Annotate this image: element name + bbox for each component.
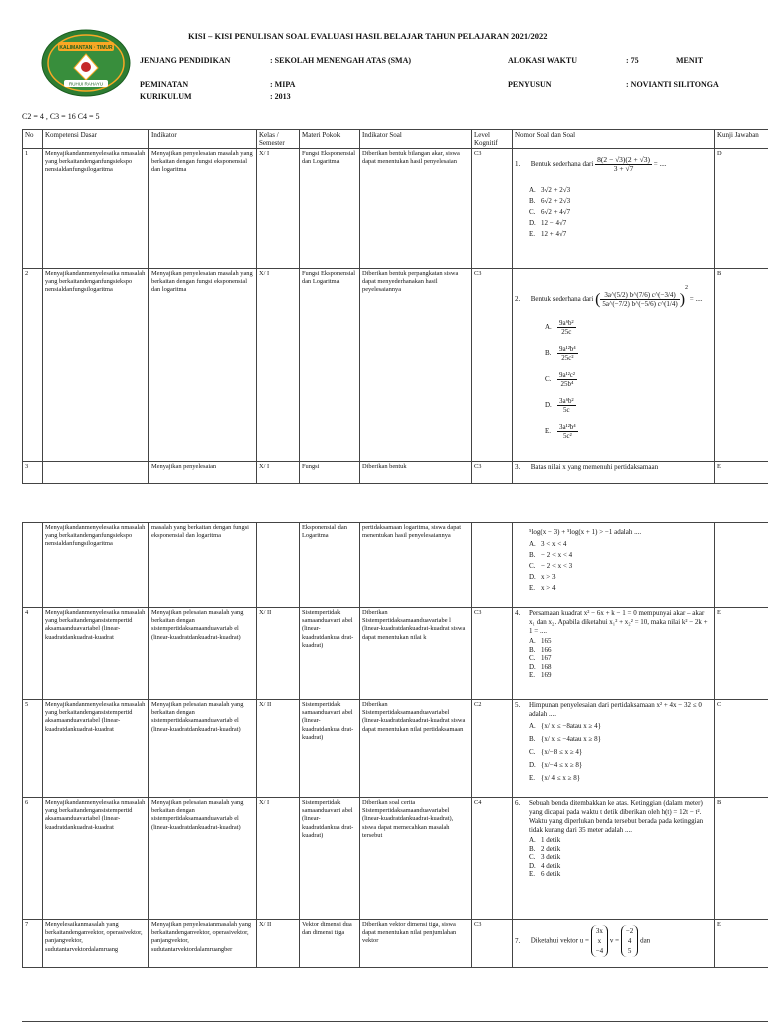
vector-u <box>591 925 608 957</box>
option-text: x > 3 <box>541 573 556 581</box>
question-number: 3. <box>515 463 521 471</box>
row-kelas: X/ I <box>257 149 300 269</box>
option-letter: C. <box>545 374 552 383</box>
row-kelas: X/ II <box>257 608 300 700</box>
question-number: 4. <box>515 609 521 617</box>
row-no: 4 <box>23 608 43 700</box>
option-fraction <box>557 345 578 362</box>
option-text: 12 + 4√7 <box>541 230 567 238</box>
question-stem <box>515 799 712 835</box>
row-kunci: E <box>715 608 768 700</box>
col-header-kd: Kompetensi Dasar <box>43 130 149 149</box>
row-kelas: X/ II <box>257 920 300 968</box>
table-row <box>23 149 768 269</box>
alokasi-unit: MENIT <box>676 56 704 65</box>
kisi-table-page-1 <box>22 129 768 484</box>
option-letter: E. <box>529 870 536 878</box>
question-stem: 2. Bentuk sederhana dari ( $\frac{3a\^{}(5/2) b\^{}(7/6) c\^{}(-3/4)}{5a\^{}(-7/2) b\^{}(-5/6) c\^{}(1/4)}$ )$^2$ = .... <box>515 285 703 308</box>
row-indikator: Menyajikan penyelesaian masalah yang berkaitan dengan fungsi eksponensial dan logaritma <box>149 269 257 462</box>
option-letter: A. <box>529 637 536 645</box>
option-letter: B. <box>529 735 536 743</box>
row-kd <box>43 462 149 484</box>
option-list <box>515 539 712 594</box>
row-indikator: masalah yang berkaitan dengan fungsi eksponensial dan logaritma <box>149 523 257 608</box>
vector-v-z: 5 <box>627 947 632 955</box>
row-question <box>513 608 715 700</box>
question-tail: = .... <box>653 160 667 169</box>
row-kunci: B <box>715 269 768 462</box>
option-a <box>529 185 712 196</box>
fraction-numerator: 3a⁶b² <box>559 396 574 405</box>
row-indikator: Menyajikan penyelesaian masalah yang berkaitan dengan fungsi eksponensial dan logaritma <box>149 149 257 269</box>
question-number: 2. <box>515 295 521 303</box>
row-question <box>513 920 715 968</box>
option-letter: B. <box>529 551 536 559</box>
question-text: Bentuk sederhana dari <box>530 295 594 303</box>
col-header-kunci: Kunji Jawaban <box>715 130 768 149</box>
option-letter: B. <box>545 348 552 357</box>
row-no: 1 <box>23 149 43 269</box>
option-letter: A. <box>529 836 536 844</box>
fraction-numerator: 9a¹²b⁴ <box>559 344 576 353</box>
row-materi: Sistempertidak samaanduavari abel (linear-kuadratdankua drat-kuadrat) <box>300 608 360 700</box>
row-question <box>513 269 715 462</box>
table-row <box>23 608 768 700</box>
option-letter: C. <box>529 853 536 861</box>
option-letter: B. <box>529 844 536 853</box>
alokasi-label: ALOKASI WAKTU <box>508 56 577 65</box>
fraction-denominator: 25b⁴ <box>560 379 574 388</box>
peminatan-label: PEMINATAN <box>140 80 189 89</box>
row-kunci <box>715 523 768 608</box>
option-e <box>529 870 712 879</box>
penyusun-value: : NOVIANTI SILITONGA <box>626 80 719 89</box>
option-d <box>529 862 712 871</box>
option-text: 1 detik <box>541 836 561 844</box>
option-b <box>545 340 712 366</box>
col-header-kelas: Kelas / Semester <box>257 130 300 149</box>
option-b <box>529 196 712 207</box>
option-text: {x/−4 ≤ x ≥ 8} <box>541 761 583 769</box>
row-materi: Fungsi <box>300 462 360 484</box>
col-header-no: No <box>23 130 43 149</box>
question-number: 1. <box>515 160 521 169</box>
row-indikator: Menyajikan pelesaian masalah yang berkaitan dengan sistempertidaksamaanduavariab el (linear-kuadratdankuadrat-kuadrat) <box>149 798 257 920</box>
option-b <box>529 845 712 854</box>
vector-u-z: −4 <box>595 947 604 955</box>
question-tail: = .... <box>689 295 703 303</box>
option-b <box>529 733 712 746</box>
option-letter: B. <box>529 197 536 205</box>
page-bottom-rule <box>22 1021 768 1022</box>
row-level: C3 <box>472 269 513 462</box>
question-number: 7. <box>515 936 521 945</box>
row-kd: Menyajikandanmenyelesaika nmasalah yang berkaitandenganfungsiekspo nensialdanfungsilogaritma <box>43 269 149 462</box>
row-kunci: E <box>715 462 768 484</box>
option-text: 6√2 + 2√3 <box>541 197 571 205</box>
row-kelas: X/ I <box>257 462 300 484</box>
vector-v <box>621 925 638 957</box>
fraction-denominator: 5a^(−7/2) b^(−5/6) c^(1/4) <box>602 299 678 308</box>
option-letter: C. <box>529 208 536 216</box>
option-letter: C. <box>529 562 536 570</box>
question-stem <box>515 609 712 636</box>
vector-v-y: 4 <box>627 937 632 945</box>
option-text: 6√2 + 4√7 <box>541 208 571 216</box>
fraction-denominator: 25c² <box>561 353 574 362</box>
row-indikator-soal: Diberikan bentuk perpangkatan siswa dapat menyederhanakan hasil peyelesaiannya <box>360 269 472 462</box>
option-text: {x/ x ≤ −8atau x ≥ 4} <box>541 722 601 730</box>
table-row <box>23 798 768 920</box>
option-letter: C. <box>529 748 536 756</box>
option-text: − 2 < x < 4 <box>541 551 573 559</box>
table-header-row <box>23 130 768 149</box>
option-text: {x/ 4 ≤ x ≥ 8} <box>541 774 581 782</box>
option-letter: E. <box>545 426 552 435</box>
row-question <box>513 700 715 798</box>
question-stem <box>515 925 712 957</box>
option-list <box>515 836 712 879</box>
row-materi: Fungsi Eksponensial dan Logaritma <box>300 269 360 462</box>
question-power: 2 <box>685 285 689 291</box>
option-letter: A. <box>545 322 552 331</box>
option-text: 3 < x < 4 <box>541 540 567 548</box>
row-indikator-soal: Diberikan bentuk <box>360 462 472 484</box>
option-letter: D. <box>529 219 536 227</box>
question-text: Bentuk sederhana dari <box>530 160 594 169</box>
option-e <box>529 772 712 785</box>
row-level: C3 <box>472 462 513 484</box>
vector-v-x: −2 <box>625 927 634 935</box>
row-no <box>23 523 43 608</box>
question-text: Himpunan penyelesaian dari pertidaksamaan x² + 4x − 32 ≤ 0 adalah .... <box>529 701 702 718</box>
question-number: 5. <box>515 701 521 709</box>
row-level: C4 <box>472 798 513 920</box>
row-materi: Sistempertidak samaanduavari abel (linear-kuadratdankua drat-kuadrat) <box>300 700 360 798</box>
svg-text:KALIMANTAN · TIMUR: KALIMANTAN · TIMUR <box>59 45 113 51</box>
row-kd: Menyajikandanmenyelesaika nmasalah yang berkaitandengansistempertid aksamaanduavariabel (linear-kuadratdankuadrat-kuadrat <box>43 798 149 920</box>
option-list <box>515 720 712 785</box>
question-tail: dan <box>640 936 651 945</box>
row-indikator: Menyajikan penyelesaian <box>149 462 257 484</box>
peminatan-value: : MIPA <box>270 80 296 89</box>
option-text: 6 detik <box>541 870 561 878</box>
row-indikator-soal: Diberikan vektor dimensi tiga, siswa dapat menentukan nilai penjumlahan vektor <box>360 920 472 968</box>
col-header-soal: Nomor Soal dan Soal <box>513 130 715 149</box>
option-letter: B. <box>529 645 536 654</box>
option-fraction <box>557 397 576 414</box>
option-d <box>529 218 712 229</box>
option-text: 3√2 + 2√3 <box>541 186 571 194</box>
row-indikator: Menyajikan penyelesaianmasalah yang berkaitandenganvektor, operasivektor, panjangvektor, sudutantarvektordalamruangber <box>149 920 257 968</box>
table-row <box>23 523 768 608</box>
option-letter: C. <box>529 654 536 662</box>
row-kd: Menyajikandanmenyelesaika nmasalah yang berkaitandengansistempertid aksamaanduavariabel (linear-kuadratdankuadrat-kuadrat <box>43 608 149 700</box>
option-list <box>515 637 712 680</box>
option-e <box>529 583 712 594</box>
col-header-level: Level Kognitif <box>472 130 513 149</box>
option-letter: D. <box>529 861 536 870</box>
option-c <box>529 654 712 663</box>
row-kunci: D <box>715 149 768 269</box>
fraction-numerator: 3a^(5/2) b^(7/6) c^(−3/4) <box>600 291 679 300</box>
option-letter: E. <box>529 774 536 782</box>
option-a <box>529 637 712 646</box>
question-stem <box>515 701 712 719</box>
option-text: 4 detik <box>541 861 561 870</box>
row-indikator: Menyajikan pelesaian masalah yang berkaitan dengan sistempertidaksamaanduavariab el (linear-kuadratdankuadrat-kuadrat) <box>149 700 257 798</box>
option-letter: A. <box>529 186 536 194</box>
option-text: x > 4 <box>541 584 556 592</box>
penyusun-label: PENYUSUN <box>508 80 552 89</box>
question-fraction <box>600 291 679 308</box>
option-fraction <box>557 319 576 336</box>
row-level <box>472 523 513 608</box>
row-kd: Menyelesaikanmasalah yang berkaitandenganvektor, operasivektor, panjangvektor, sudutantarvektordalamruang <box>43 920 149 968</box>
option-d <box>529 572 712 583</box>
row-kelas: X/ I <box>257 269 300 462</box>
option-text: 3 detik <box>541 853 561 861</box>
option-text: 168 <box>541 662 552 671</box>
question-fraction <box>595 156 652 173</box>
option-list <box>515 185 712 240</box>
question-text: Diketahui vektor <box>530 936 578 945</box>
row-kelas: X/ I <box>257 798 300 920</box>
row-kd: Menyajikandanmenyelesaika nmasalah yang berkaitandenganfungsiekspo nensialdanfungsilogaritma <box>43 149 149 269</box>
option-letter: E. <box>529 230 536 238</box>
row-indikator-soal: pertidaksamaan logaritma, siswa dapat menentukan hasil penyelesaiannya <box>360 523 472 608</box>
row-no: 2 <box>23 269 43 462</box>
row-indikator-soal: Diberikan bentuk bilangan akar, siswa dapat menentukan hasil penyelesaian <box>360 149 472 269</box>
option-a <box>529 539 712 550</box>
kurikulum-label: KURIKULUM <box>140 92 192 101</box>
row-materi: Vektor dimensi dua dan dimensi tiga <box>300 920 360 968</box>
option-text: − 2 < x < 3 <box>541 562 573 570</box>
option-fraction <box>557 423 578 440</box>
fraction-denominator: 5c² <box>563 431 572 440</box>
option-text: {x/−8 ≤ x ≥ 4} <box>541 748 583 756</box>
row-materi: Sistempertidak samaanduavari abel (linear-kuadratdankua drat-kuadrat) <box>300 798 360 920</box>
alokasi-value: : 75 <box>626 56 639 65</box>
row-level: C3 <box>472 149 513 269</box>
row-question <box>513 798 715 920</box>
row-kelas: X/ II <box>257 700 300 798</box>
option-a <box>529 836 712 845</box>
option-text: 2 detik <box>541 844 561 853</box>
row-level: C3 <box>472 920 513 968</box>
row-question <box>513 149 715 269</box>
option-e <box>529 671 712 680</box>
fraction-numerator: 9a¹²c² <box>559 370 576 379</box>
option-letter: D. <box>529 761 536 769</box>
question-text: Batas nilai x yang memenuhi pertidaksamaan <box>530 463 659 471</box>
option-d <box>529 663 712 672</box>
question-stem <box>515 463 712 472</box>
fraction-denominator: 25c <box>561 327 572 336</box>
vector-u-x: 3x <box>595 927 603 935</box>
row-materi: Fungsi Eksponensial dan Logaritma <box>300 149 360 269</box>
option-c <box>529 746 712 759</box>
vector-u-y: x <box>597 937 602 945</box>
fraction-denominator: 5c <box>563 405 570 414</box>
option-c <box>545 366 712 392</box>
fraction-numerator: 8(2 − √3)(2 + √3) <box>597 155 651 164</box>
option-a <box>529 720 712 733</box>
option-b <box>529 646 712 655</box>
row-kunci: E <box>715 920 768 968</box>
kalimantan-timur-emblem-icon <box>40 28 132 98</box>
option-d <box>529 759 712 772</box>
question-text: Sebuah benda ditembakkan ke atas. Ketinggian (dalam meter) yang dicapai pada waktu t detik diberikan oleh h(t) = 12t − t². Waktu yang diperlukan benda tersebut berada pada ketinggian tidak kurang dari 35 meter adalah .... <box>529 799 704 834</box>
row-materi: Eksponensial dan Logaritma <box>300 523 360 608</box>
cognitive-level-count: C2 = 4 , C3 = 16 C4 = 5 <box>22 112 100 121</box>
option-a <box>545 314 712 340</box>
kurikulum-value: : 2013 <box>270 92 291 101</box>
document-title: KISI – KISI PENULISAN SOAL EVALUASI HASIL BELAJAR TAHUN PELAJARAN 2021/2022 <box>188 31 548 41</box>
option-text: 165 <box>541 637 552 645</box>
option-text: 12 − 4√7 <box>541 219 567 227</box>
option-letter: D. <box>529 573 536 581</box>
row-level: C3 <box>472 608 513 700</box>
col-header-materi: Materi Pokok <box>300 130 360 149</box>
option-letter: A. <box>529 722 536 730</box>
row-kd: Menyajikandanmenyelesaika nmasalah yang berkaitandenganfungsiekspo nensialdanfungsilogaritma <box>43 523 149 608</box>
table-row <box>23 269 768 462</box>
jenjang-value: : SEKOLAH MENENGAH ATAS (SMA) <box>270 56 412 65</box>
col-header-indikator-soal: Indikator Soal <box>360 130 472 149</box>
option-e <box>545 418 712 444</box>
question-stem <box>515 156 712 173</box>
table-row <box>23 462 768 484</box>
option-e <box>529 229 712 240</box>
option-text: 169 <box>541 671 552 679</box>
option-letter: A. <box>529 540 536 548</box>
row-no: 5 <box>23 700 43 798</box>
option-text: 167 <box>541 654 552 662</box>
row-level: C2 <box>472 700 513 798</box>
fraction-numerator: 9a⁶b² <box>559 318 574 327</box>
row-question <box>513 462 715 484</box>
row-no: 3 <box>23 462 43 484</box>
kisi-table-page-2 <box>22 522 768 968</box>
row-no: 6 <box>23 798 43 920</box>
vector-u-name: u = <box>579 936 589 945</box>
row-indikator-soal: Diberikan Sistempertidaksamaanduavariabel (linear-kuadratdankuadrat-kuadrat siswa dapat menentukan nilai pertidaksamaan <box>360 700 472 798</box>
question-text: Persamaan kuadrat x² − 6x + k − 1 = 0 mempunyai akar – akar x₁ dan x₂. Apabila diketahui x₁² + x₂² = 10, maka nilai k² − 2k + 1 = .... <box>529 609 708 635</box>
svg-text:RUHUI RAHAYU: RUHUI RAHAYU <box>69 81 103 87</box>
row-kd: Menyajikandanmenyelesaika nmasalah yang berkaitandengansistempertid aksamaanduavariabel (linear-kuadratdankuadrat-kuadrat <box>43 700 149 798</box>
row-indikator-soal: Diberikan Sistempertidaksamaanduavariabe l (linear-kuadratdankuadrat-kuadrat siswa dapat menentukan nilai k <box>360 608 472 700</box>
row-kelas <box>257 523 300 608</box>
row-question <box>513 523 715 608</box>
option-list <box>515 314 712 444</box>
table-row <box>23 920 768 968</box>
row-indikator: Menyajikan pelesaian masalah yang berkaitan dengan sistempertidaksamaanduavariab el (linear-kuadratdankuadrat-kuadrat) <box>149 608 257 700</box>
option-text: {x/ x ≤ −4atau x ≥ 8} <box>541 735 601 743</box>
option-text: 166 <box>541 645 552 654</box>
fraction-numerator: 3a¹²b⁴ <box>559 422 576 431</box>
question-text: ⁵log(x − 3) + ⁵log(x + 1) > −1 adalah .... <box>529 528 642 536</box>
option-letter: D. <box>529 662 536 671</box>
table-row <box>23 700 768 798</box>
row-no: 7 <box>23 920 43 968</box>
row-kunci: B <box>715 798 768 920</box>
jenjang-label: JENJANG PENDIDIKAN <box>140 56 231 65</box>
row-indikator-soal: Diberikan soal cerita Sistempertidaksamaanduavariabel (linear-kuadratdankuadrat-kuadrat), siswa dapat memecahkan masalah tersebut <box>360 798 472 920</box>
option-c <box>529 561 712 572</box>
col-header-indikator: Indikator <box>149 130 257 149</box>
option-c <box>529 207 712 218</box>
vector-v-name: v = <box>609 936 620 945</box>
option-d <box>545 392 712 418</box>
option-b <box>529 550 712 561</box>
row-kunci: C <box>715 700 768 798</box>
option-letter: D. <box>545 400 552 409</box>
option-letter: E. <box>529 671 536 679</box>
fraction-denominator: 3 + √7 <box>613 164 634 173</box>
option-c <box>529 853 712 862</box>
option-fraction <box>557 371 577 388</box>
option-letter: E. <box>529 584 536 592</box>
question-number: 6. <box>515 799 521 807</box>
